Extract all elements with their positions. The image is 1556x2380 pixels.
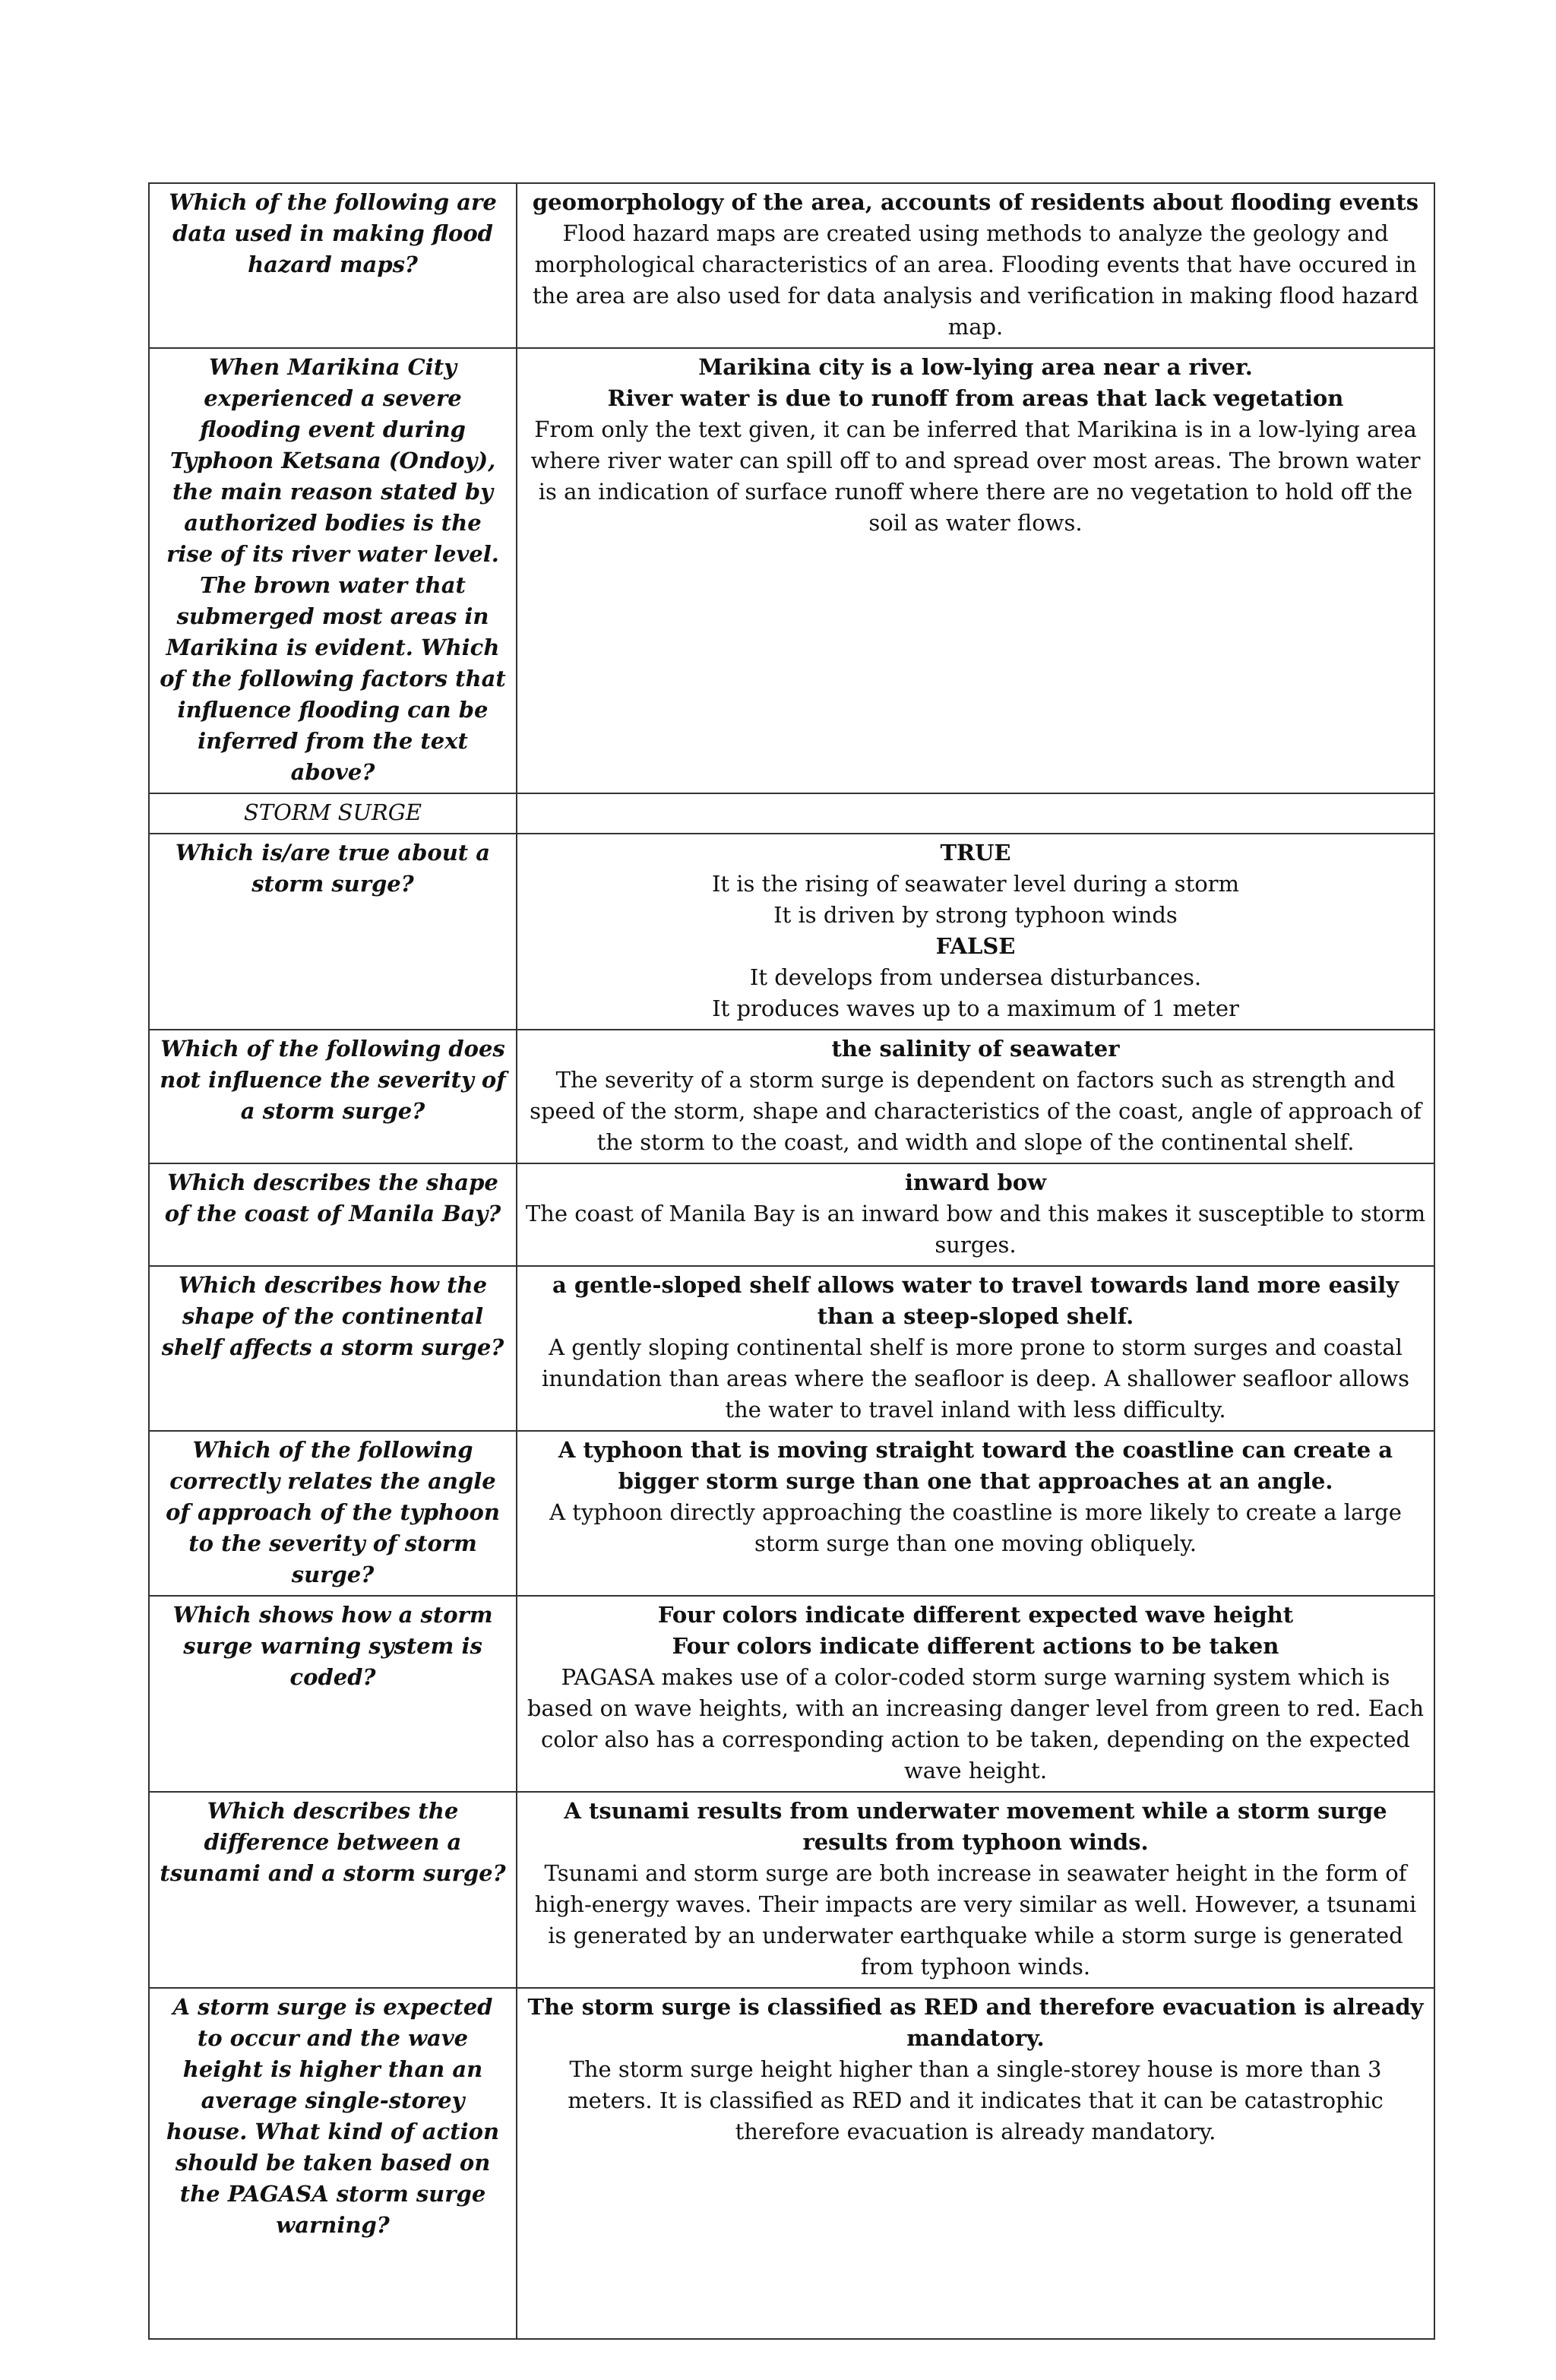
answer-cell xyxy=(517,1163,1434,1266)
qa-table xyxy=(148,182,1435,2340)
true-item: It is driven by strong typhoon winds xyxy=(773,902,1178,928)
answer-key: the salinity of seawater xyxy=(831,1036,1120,1062)
true-item: It is the rising of seawater level during a storm xyxy=(711,871,1240,897)
answer-key: Four colors indicate different expected wave height xyxy=(657,1602,1294,1628)
false-label: FALSE xyxy=(935,933,1016,959)
question-cell xyxy=(149,1792,517,1988)
answer-cell xyxy=(517,183,1434,348)
true-label: TRUE xyxy=(940,840,1011,866)
question-text: Which describes the shape of the coast of Manila Bay? xyxy=(164,1169,501,1226)
answer-explanation: The storm surge height higher than a single-storey house is more than 3 meters. It is classified as RED and it indicates that it can be catastrophic therefore evacuation is already mandatory. xyxy=(568,2056,1384,2144)
question-text: Which describes the difference between a tsunami and a storm surge? xyxy=(160,1798,506,1886)
answer-explanation: Tsunami and storm surge are both increase in seawater height in the form of high-energy waves. Their impacts are very similar as well. However, a tsunami is generated by an underwater earthquake while a storm surge is generated from typhoon winds. xyxy=(534,1860,1417,1980)
answer-key: River water is due to runoff from areas that lack vegetation xyxy=(607,385,1344,411)
answer-explanation: PAGASA makes use of a color-coded storm surge warning system which is based on wave heights, with an increasing danger level from green to red. Each color also has a corresponding action to be taken, depending on the expected wave height. xyxy=(527,1664,1425,1783)
answer-explanation: The severity of a storm surge is dependent on factors such as strength and speed of the storm, shape and characteristics of the coast, angle of approach of the storm to the coast, and width and slope of the continental shelf. xyxy=(530,1067,1422,1155)
answer-key: inward bow xyxy=(904,1169,1047,1195)
false-item: It develops from undersea disturbances. xyxy=(749,964,1202,990)
question-text: Which is/are true about a storm surge? xyxy=(175,840,491,897)
answer-cell-empty xyxy=(517,793,1434,834)
question-cell xyxy=(149,348,517,793)
question-text: Which of the following are data used in making flood hazard maps? xyxy=(169,189,497,277)
section-title: STORM SURGE xyxy=(149,793,517,834)
question-text: Which of the following correctly relates the angle of approach of the typhoon to the severity of storm surge? xyxy=(166,1437,500,1587)
table-row xyxy=(149,1988,1434,2339)
answer-key: Four colors indicate different actions to be taken xyxy=(672,1633,1279,1659)
table-row xyxy=(149,348,1434,793)
question-text: Which shows how a storm surge warning system is coded? xyxy=(172,1602,493,1690)
question-cell xyxy=(149,1163,517,1266)
table-row-section xyxy=(149,793,1434,834)
answer-explanation: From only the text given, it can be inferred that Marikina is in a low-lying area where river water can spill off to and spread over most areas. The brown water is an indication of surface runoff where there are no vegetation to hold off the soil as water flows. xyxy=(530,416,1421,536)
question-cell xyxy=(149,1431,517,1596)
answer-cell xyxy=(517,1030,1434,1163)
answer-key: Marikina city is a low-lying area near a river. xyxy=(698,354,1253,380)
table-row xyxy=(149,1596,1434,1792)
answer-cell xyxy=(517,1266,1434,1431)
answer-explanation: The coast of Manila Bay is an inward bow and this makes it susceptible to storm surges. xyxy=(525,1201,1426,1258)
answer-cell xyxy=(517,348,1434,793)
question-cell xyxy=(149,834,517,1030)
answer-explanation: A gently sloping continental shelf is more prone to storm surges and coastal inundation than areas where the seafloor is deep. A shallower seafloor allows the water to travel inland with less difficulty. xyxy=(542,1334,1409,1423)
answer-explanation: Flood hazard maps are created using methods to analyze the geology and morphological characteristics of an area. Flooding events that have occured in the area are also used for data analysis and verification in making flood hazard map. xyxy=(532,220,1419,340)
answer-cell xyxy=(517,1792,1434,1988)
table-row xyxy=(149,183,1434,348)
false-item: It produces waves up to a maximum of 1 meter xyxy=(712,995,1239,1021)
question-cell xyxy=(149,1988,517,2339)
answer-key: A tsunami results from underwater movement while a storm surge results from typhoon winds. xyxy=(564,1798,1387,1855)
answer-cell xyxy=(517,1596,1434,1792)
table-row xyxy=(149,1163,1434,1266)
question-cell xyxy=(149,1030,517,1163)
answer-key: The storm surge is classified as RED and therefore evacuation is already mandatory. xyxy=(527,1994,1424,2051)
table-row xyxy=(149,1030,1434,1163)
answer-cell xyxy=(517,1431,1434,1596)
answer-key: A typhoon that is moving straight toward the coastline can create a bigger storm surge than one that approaches at an angle. xyxy=(558,1437,1393,1494)
table-row xyxy=(149,1431,1434,1596)
question-cell xyxy=(149,1266,517,1431)
question-text: A storm surge is expected to occur and the wave height is higher than an average single-storey house. What kind of action should be taken based on the PAGASA storm surge warning? xyxy=(166,1994,500,2238)
question-cell xyxy=(149,183,517,348)
question-cell xyxy=(149,1596,517,1792)
answer-explanation: A typhoon directly approaching the coastline is more likely to create a large storm surge than one moving obliquely. xyxy=(549,1499,1402,1556)
table-row xyxy=(149,1792,1434,1988)
table-row xyxy=(149,1266,1434,1431)
answer-cell xyxy=(517,1988,1434,2339)
table-row xyxy=(149,834,1434,1030)
answer-key: a gentle-sloped shelf allows water to travel towards land more easily than a steep-sloped shelf. xyxy=(552,1272,1399,1329)
question-text: When Marikina City experienced a severe flooding event during Typhoon Ketsana (Ondoy), the main reason stated by authorized bodies is the rise of its river water level. The brown water that submerged most areas in Marikina is evident. Which of the following factors that influence flooding can be inferred from the text above? xyxy=(160,354,506,785)
question-text: Which describes how the shape of the continental shelf affects a storm surge? xyxy=(161,1272,504,1360)
question-text: Which of the following does not influence the severity of a storm surge? xyxy=(160,1036,506,1124)
answer-key: geomorphology of the area, accounts of residents about flooding events xyxy=(532,189,1419,215)
answer-cell xyxy=(517,834,1434,1030)
